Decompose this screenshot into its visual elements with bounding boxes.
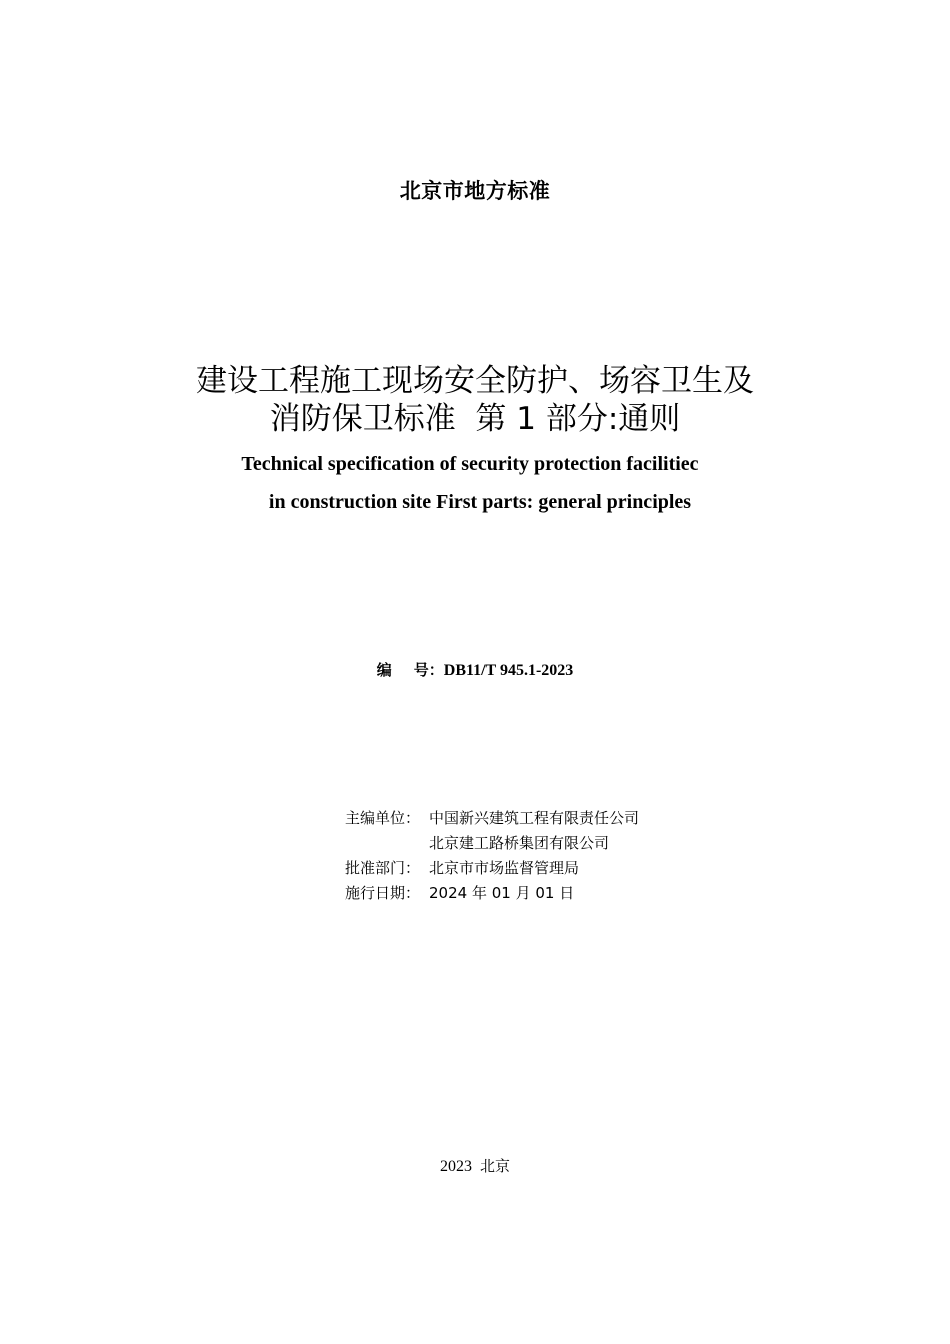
standard-code-label-a: 编 xyxy=(376,661,392,679)
editor-value-2: 北京建工路桥集团有限公司 xyxy=(429,834,610,852)
publication-city: 北京 xyxy=(479,1157,510,1175)
approver-row xyxy=(345,856,639,881)
editor-value-1: 中国新兴建筑工程有限责任公司 xyxy=(429,809,640,827)
editor-row-2 xyxy=(345,831,639,856)
title-english-line-1: Technical specification of security protection facilitiec xyxy=(241,453,699,475)
effective-date-row xyxy=(345,881,639,906)
approver-label: 批准部门： xyxy=(345,859,421,877)
publication-info xyxy=(345,806,639,906)
effective-date-value: 2024 年 01 月 01 日 xyxy=(429,884,575,902)
title-chinese-line-2: 消防保卫标准 第 1 部分:通则 xyxy=(269,401,681,437)
standard-code-value: DB11/T 945.1-2023 xyxy=(443,662,574,679)
publication-year: 2023 xyxy=(439,1158,472,1175)
publication-footer xyxy=(0,1155,950,1176)
approver-value: 北京市市场监督管理局 xyxy=(429,859,580,877)
effective-date-label: 施行日期： xyxy=(345,884,421,902)
standard-code-label xyxy=(377,661,444,679)
editor-label: 主编单位： xyxy=(345,809,421,827)
title-chinese-line-1: 建设工程施工现场安全防护、场容卫生及 xyxy=(196,363,754,399)
issuer-heading: 北京市地方标准 xyxy=(399,179,551,203)
title-english-line-2: in construction site First parts: general principles xyxy=(268,491,692,513)
standard-code-label-b: 号： xyxy=(413,661,444,679)
standard-code xyxy=(0,659,950,680)
editor-row xyxy=(345,806,639,831)
